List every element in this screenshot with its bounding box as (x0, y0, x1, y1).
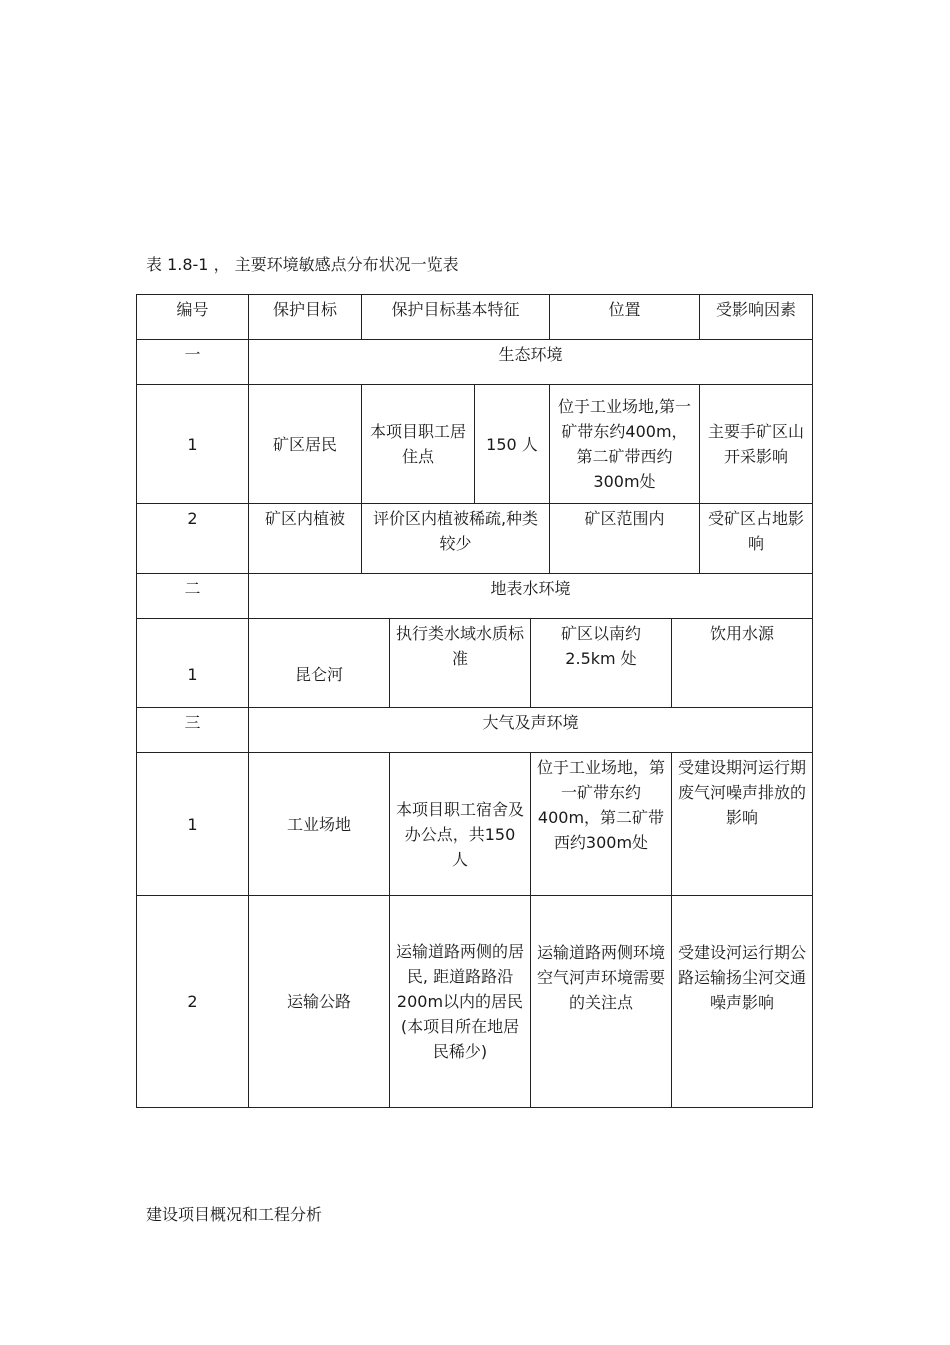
row-number: 1 (136, 618, 249, 708)
row-target: 昆仑河 (248, 618, 390, 708)
row-location: 位于工业场地,第一矿带东约400m，第二矿带西约 300m处 (549, 384, 700, 504)
header-location: 位置 (549, 294, 700, 340)
section-title: 地表水环境 (248, 573, 813, 619)
row-number: 1 (136, 752, 249, 896)
header-factor: 受影响因素 (699, 294, 813, 340)
row-factor: 受矿区占地影响 (699, 503, 813, 574)
section-number: 一 (136, 339, 249, 385)
row-factor: 主要手矿区山开采影响 (699, 384, 813, 504)
row-target: 运输公路 (248, 895, 390, 1108)
table-caption: 表 1.8-1 ， 主要环境敏感点分布状况一览表 (146, 255, 459, 274)
row-location: 运输道路两侧环境空气河声环境需要的关注点 (530, 895, 672, 1108)
row-factor: 受建设河运行期公路运输扬尘河交通噪声影响 (671, 895, 813, 1108)
section-number: 二 (136, 573, 249, 619)
section-number: 三 (136, 707, 249, 753)
header-target: 保护目标 (248, 294, 362, 340)
row-feature: 本项目职工居住点 (361, 384, 475, 504)
header-feature: 保护目标基本特征 (361, 294, 550, 340)
row-location: 位于工业场地，第一矿带东约 400m，第二矿带西约300m处 (530, 752, 672, 896)
row-feature: 评价区内植被稀疏,种类较少 (361, 503, 550, 574)
row-target: 矿区内植被 (248, 503, 362, 574)
row-factor: 受建设期河运行期废气河噪声排放的影响 (671, 752, 813, 896)
section-title: 大气及声环境 (248, 707, 813, 753)
section-title: 生态环境 (248, 339, 813, 385)
row-feature: 运输道路两侧的居民, 距道路路沿 200m以内的居民(本项目所在地居民稀少) (389, 895, 531, 1108)
row-target: 矿区居民 (248, 384, 362, 504)
row-number: 2 (136, 895, 249, 1108)
row-feature: 本项目职工宿舍及办公点，共150 人 (389, 752, 531, 896)
header-number: 编号 (136, 294, 249, 340)
row-location: 矿区范围内 (549, 503, 700, 574)
row-number: 2 (136, 503, 249, 574)
row-factor: 饮用水源 (671, 618, 813, 708)
row-location: 矿区以南约2.5km 处 (530, 618, 672, 708)
footer-text: 建设项目概况和工程分析 (146, 1205, 323, 1224)
row-count: 150 人 (474, 384, 550, 504)
row-target: 工业场地 (248, 752, 390, 896)
row-feature: 执行类水域水质标准 (389, 618, 531, 708)
row-number: 1 (136, 384, 249, 504)
